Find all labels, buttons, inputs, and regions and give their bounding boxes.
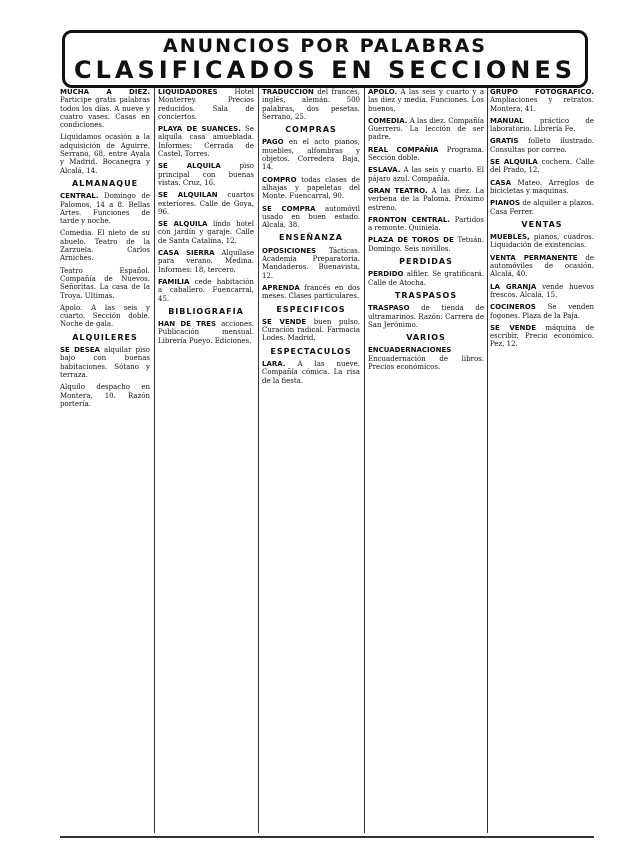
classified-ad <box>490 324 594 349</box>
ad-text: Apolo. A las seis y cuarto. Sección doble. Noche de gala. <box>60 303 150 329</box>
ad-text: cede habitación a caballero. Fuencarral, 45. <box>158 277 254 303</box>
ad-text: alquilar piso bajo con buenas habitaciones. Sótano y terraza. <box>60 346 150 379</box>
ad-text: piso principal con buenas vistas. Cruz, 16. <box>158 162 254 187</box>
ad-text: Programa. Sección doble. <box>368 145 484 163</box>
classified-ad <box>490 158 594 175</box>
ad-text: Teatro Español. Compañía de Nuevos. Señoritas. La casa de la Troya. Ultimas. <box>60 266 150 300</box>
section-heading: ALMANAQUE <box>71 178 139 188</box>
section-heading: COMPRAS <box>285 125 337 135</box>
classified-ad <box>158 162 254 187</box>
classified-ad <box>490 117 594 134</box>
ad-lead: CASA <box>490 178 512 187</box>
classified-ad <box>60 133 150 174</box>
ad-lead: SE ALQUILA <box>490 158 538 167</box>
classified-ad <box>60 383 150 408</box>
classified-ad <box>368 187 484 212</box>
classified-ad <box>158 320 254 345</box>
section-heading: ENSEÑANZA <box>279 233 343 243</box>
ad-lead: VENTA PERMANENTE <box>490 253 578 262</box>
ad-text: buen pulso. Curación radical. Farmacia Lodes. Madrid. <box>262 317 360 343</box>
classified-ad <box>368 236 484 253</box>
ad-lead: SE VENDE <box>262 317 307 326</box>
classified-ad <box>368 216 484 233</box>
ad-text: A las seis y cuarto. El pájaro azul. Compañía. <box>368 166 484 183</box>
ad-lead: HAN DE TRES <box>158 320 217 329</box>
column-rule <box>154 88 155 833</box>
ad-lead: PLAYA DE SUANCES. <box>158 125 241 134</box>
ad-lead: COMEDIA. <box>368 116 408 125</box>
classified-ad <box>158 191 254 216</box>
section-heading: VARIOS <box>406 333 446 343</box>
classified-ad <box>262 205 360 230</box>
ad-lead: TRADUCCION <box>262 88 314 96</box>
ad-lead: REAL COMPAÑIA <box>368 145 439 154</box>
classified-ad <box>60 304 150 329</box>
ad-lead: APOLO. <box>368 88 398 96</box>
bottom-rule <box>60 836 594 838</box>
ad-text: Se alquila casa amueblada. Informes: Cerrada de Castel, Torres. <box>158 125 254 159</box>
ad-lead: MUEBLES, <box>490 233 530 242</box>
ad-text: Liquidamos ocasión a la adquisición de Aguirre. Serrano, 68, entre Ayala y Madrid. Bocanegra y Alcalá, 14. <box>60 133 150 175</box>
classified-ad <box>158 220 254 245</box>
ad-lead: SE VENDE <box>490 323 536 332</box>
ad-text: folleto ilustrado. Consultas por correo. <box>490 137 594 154</box>
ad-lead: ESLAVA. <box>368 166 401 175</box>
classified-ad <box>368 146 484 163</box>
section-heading: ESPECIFICOS <box>276 304 346 314</box>
ad-text: todas clases de alhajas y papeletas del Monte. Fuencarral, 90. <box>262 175 360 201</box>
ad-text: Ampliaciones y retratos. Montera, 41. <box>490 96 594 113</box>
classified-ad <box>368 166 484 183</box>
ad-text: cuartos exteriores. Calle de Goya, 96. <box>158 191 254 216</box>
ad-lead: SE ALQUILA <box>158 220 208 229</box>
ad-text: Alquílase para verano. Medina. Informes: 18, tercero. <box>158 249 254 274</box>
section-heading: ESPECTACULOS <box>270 346 352 356</box>
ad-text: automóvil usado en buen estado. Alcalá, 38. <box>262 204 360 230</box>
classified-ad <box>368 304 484 329</box>
ad-text: A las diez. Compañía Guerrero. La lección de ser padre. <box>368 116 484 142</box>
column-2 <box>158 88 254 833</box>
classified-ad <box>262 360 360 385</box>
ad-text: en el acto pianos, muebles, alfombras y objetos. Corredera Baja, 14. <box>262 138 360 172</box>
classified-ad <box>368 270 484 287</box>
column-5 <box>490 88 594 833</box>
section-heading: VENTAS <box>521 219 563 229</box>
classified-ad <box>368 346 484 371</box>
ad-text: francés en dos meses. Clases particulares. <box>262 283 360 301</box>
section-heading: PERDIDAS <box>399 257 453 267</box>
section-heading: BIBLIOGRAFIA <box>168 306 244 316</box>
ad-text: Alquilo despacho en Montera, 10. Razón portería. <box>60 383 150 408</box>
ad-text: acciones. Publicación mensual. Librería Pueyo. Ediciones. <box>158 320 254 345</box>
classified-ad <box>262 247 360 280</box>
ad-lead: SE DESEA <box>60 346 100 355</box>
column-rule <box>364 88 365 833</box>
ad-lead: OPOSICIONES <box>262 246 317 255</box>
ad-lead: MANUAL <box>490 116 524 125</box>
classified-ad <box>490 283 594 300</box>
section-heading: ALQUILERES <box>72 332 138 342</box>
ad-lead: CASA SIERRA <box>158 249 215 258</box>
ad-lead: PLAZA DE TOROS DE <box>368 236 454 245</box>
ad-lead: ENCUADERNACIONES <box>368 346 452 355</box>
ad-lead: PERDIDO <box>368 270 404 279</box>
classified-ad <box>158 249 254 274</box>
ad-lead: CENTRAL. <box>60 192 99 201</box>
column-4 <box>368 88 484 833</box>
ad-lead: GRUPO FOTOGRAFICO. <box>490 88 594 96</box>
classified-ad <box>490 199 594 216</box>
classified-header-banner <box>62 30 588 88</box>
ad-text: práctico de laboratorio. Librería Fe. <box>490 116 594 134</box>
classified-ad <box>262 176 360 201</box>
ad-text: del francés, inglés, alemán. 500 palabras, dos pesetas. Serrano, 25. <box>262 88 360 121</box>
classified-ad <box>60 229 150 262</box>
ad-text: cochera. Calle del Prado, 12. <box>490 158 594 175</box>
ad-text: Domingo de Palomos, 14 a 8. Bellas Artes. Funciones de tarde y noche. <box>60 192 150 226</box>
ad-lead: FRONTON CENTRAL. <box>368 215 450 224</box>
ad-text: A las nueve. Compañía cómica. La risa de la fiesta. <box>262 360 360 385</box>
classified-ad <box>60 192 150 225</box>
ad-lead: SE COMPRA <box>262 204 316 213</box>
classified-ad <box>368 88 484 113</box>
column-rule <box>258 88 259 833</box>
ad-lead: SE ALQUILA <box>158 162 221 171</box>
classified-ad <box>158 88 254 121</box>
ad-lead: COCINEROS <box>490 303 536 312</box>
ad-text: alfiler. Se gratificará. Calle de Atocha. <box>368 270 484 287</box>
ad-lead: LARA. <box>262 360 286 369</box>
classified-ad <box>60 88 150 129</box>
ad-lead: SE ALQUILAN <box>158 191 218 200</box>
column-1 <box>60 88 150 833</box>
header-line-2: CLASIFICADOS EN SECCIONES <box>73 56 576 84</box>
ad-lead: APRENDA <box>262 283 300 292</box>
ad-text: Encuadernación de libros. Precios económicos. <box>368 354 484 372</box>
classified-ad <box>158 278 254 303</box>
ad-text: Tetuán. Domingo. Seis novillos. <box>368 236 484 253</box>
ad-lead: LA GRANJA <box>490 282 537 291</box>
classified-ad <box>60 267 150 300</box>
ad-text: Mateo. Arreglos de bicicletas y máquinas. <box>490 178 594 195</box>
classified-ad <box>490 88 594 113</box>
ad-text: pianos, cuadros. Liquidación de existencias. <box>490 233 594 250</box>
ad-text: vende huevos frescos. Alcalá, 15. <box>490 282 594 299</box>
ad-lead: GRAN TEATRO. <box>368 186 428 195</box>
ad-text: de tienda de ultramarinos. Razón: Carrera de San Jerónimo. <box>368 304 484 329</box>
classified-ad <box>262 318 360 343</box>
classified-ad <box>368 117 484 142</box>
classified-ad <box>262 284 360 301</box>
ad-lead: LIQUIDADORES <box>158 88 218 96</box>
classified-ad <box>490 233 594 250</box>
classified-ad <box>490 137 594 154</box>
ad-text: A las diez. La verbena de la Paloma. Próximo estreno. <box>368 186 484 212</box>
column-3 <box>262 88 360 833</box>
classified-ad <box>490 179 594 196</box>
ad-lead: FAMILIA <box>158 277 190 286</box>
ad-text: lindo hotel con jardín y garaje. Calle de Santa Catalina, 12. <box>158 220 254 245</box>
column-rule <box>487 88 488 833</box>
classified-ad <box>60 346 150 379</box>
ad-text: de alquiler a plazos. Casa Ferrer. <box>490 199 594 216</box>
ad-text: de automóviles de ocasión. Alcalá, 40. <box>490 253 594 279</box>
ad-text: Partidos a remonte. Quiniela. <box>368 215 484 233</box>
ad-lead: PIANOS <box>490 199 521 208</box>
classified-ad <box>158 125 254 158</box>
ad-text: Comedia. El nieto de su abuelo. Teatro de la Zarzuela. Carlos Arniches. <box>60 229 150 263</box>
classified-ad <box>262 138 360 171</box>
ad-text: Se venden fogones. Plaza de la Paja. <box>490 303 594 320</box>
ad-lead: MUCHA A DIEZ. <box>60 88 150 96</box>
header-line-1: ANUNCIOS POR PALABRAS <box>163 35 487 57</box>
ad-lead: COMPRO <box>262 175 297 184</box>
section-heading: TRASPASOS <box>394 290 458 300</box>
ad-text: A las seis y cuarto y a las diez y media. Funciones. Los buenos. <box>368 88 484 113</box>
classified-ad <box>490 254 594 279</box>
ad-text: Tácticas. Academia Preparatoria. Mandaderos. Buenavista, 12. <box>262 246 360 280</box>
classified-ad <box>490 303 594 320</box>
ad-lead: GRATIS <box>490 137 519 146</box>
ad-lead: TRASPASO <box>368 304 410 313</box>
classified-ad <box>262 88 360 121</box>
ad-text: máquina de escribir. Precio económico. Pez, 12. <box>490 323 594 349</box>
ad-text: Participe gratis palabras todos los días. A nueve y cuatro vases. Casas en condiciones. <box>60 96 150 130</box>
ad-lead: PAGO <box>262 138 284 147</box>
ad-text: Hotel Monterrey. Precios reducidos. Sala de conciertos. <box>158 88 254 121</box>
